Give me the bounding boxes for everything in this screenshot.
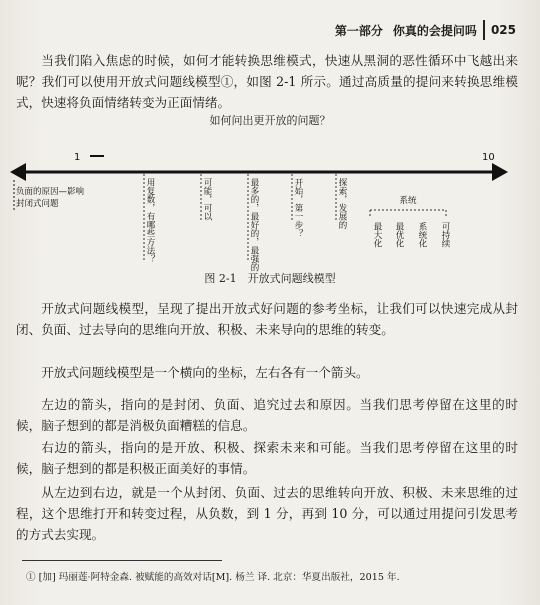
header-section: 第一部分: [334, 23, 383, 38]
left-arrow-head: [10, 163, 26, 181]
tick-label-1: 1: [74, 152, 81, 163]
paragraph-4: 左边的箭头，指向的是封闭、负面、追究过去和原因。当我们思考停留在这里的时候，脑子想到的都是消极负面糟糕的信息。: [16, 397, 518, 433]
paragraph-6: 从左边到右边，就是一个从封闭、负面、过去的思维转向开放、积极、未来思维的过程，这个思维打开和转变过程，从负数，到 1 分，再到 10 分，可以通过用提问引发思考的方式去实现。: [16, 485, 518, 542]
system-item-sustainable: 可持续: [440, 222, 450, 248]
system-label: 系统: [399, 196, 417, 206]
page-number: 025: [490, 23, 516, 37]
footnote: ① [加] 玛丽莲·阿特金森. 被赋能的高效对话[M]. 杨兰 译. 北京：华夏出版社，2015 年.: [26, 572, 400, 583]
label-possible: 可能，可以: [202, 178, 212, 221]
system-item-optimize: 最优化: [394, 222, 404, 248]
label-first-step: 开始，第一步？: [293, 178, 303, 238]
paragraph-5: 右边的箭头，指向的是开放、积极、探索未来和可能。当我们思考停留在这里的时候，脑子想到的都是积极正面美好的事情。: [16, 440, 518, 476]
header-chapter: 你真的会提问吗: [392, 23, 477, 38]
diagram-title: 如何问出更开放的问题？: [209, 114, 331, 127]
header-divider: [483, 20, 485, 40]
tick-label-10: 10: [482, 152, 495, 163]
label-most-best: 最多的，最好的，最强的: [249, 178, 259, 272]
paragraph-1: 当我们陷入焦虑的时候，如何才能转换思维模式，快速从黑洞的恶性循环中飞越出来呢？我们可以使用开放式问题线模型①，如图 2-1 所示。通过高质量的提问来转换思维模式，快速将负面情绪转变为正面情绪。: [16, 53, 518, 110]
paragraph-2: 开放式问题线模型，呈现了提出开放式好问题的参考坐标，让我们可以快速完成从封闭、负面、过去导向的思维向开放、积极、未来导向的思维的转变。: [16, 301, 518, 337]
paragraph-3: 开放式问题线模型是一个横向的坐标，左右各有一个箭头。: [41, 365, 369, 380]
system-item-systematize: 系统化: [417, 222, 427, 248]
drop-lines: [144, 174, 336, 260]
page-header: [335, 18, 516, 42]
left-label-line-2: 封闭式问题: [16, 199, 59, 209]
left-label-line-1: 负面的原因—影响: [16, 187, 85, 197]
label-plural-methods: 用复数，有哪些方法？: [145, 178, 155, 263]
open-question-line-diagram: [8, 110, 518, 285]
figure-caption: 图 2-1 开放式问题线模型: [204, 272, 336, 285]
footnote-rule: [22, 560, 222, 561]
system-item-maximize: 最大化: [372, 222, 382, 248]
label-explore: 探索，发展的: [337, 178, 347, 229]
right-arrow-head: [492, 163, 508, 181]
diagram-svg: [8, 110, 518, 285]
